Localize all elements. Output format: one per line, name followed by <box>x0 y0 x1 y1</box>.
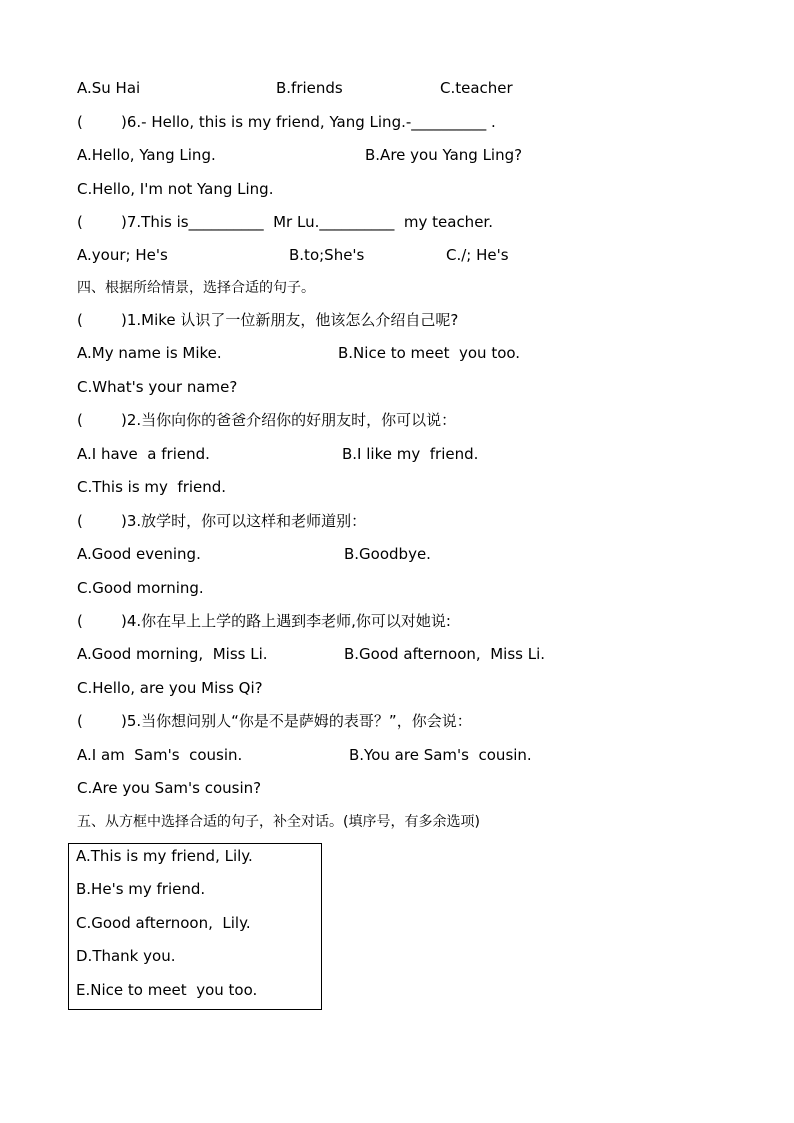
option-a: A.Hello, Yang Ling. <box>77 146 216 164</box>
box-option: A.This is my friend, Lily. <box>76 847 253 865</box>
option-a: A.Good morning, Miss Li. <box>77 645 268 663</box>
question-stem: ( )1.Mike 认识了一位新朋友，他该怎么介绍自己呢? <box>77 311 459 329</box>
option-a: A.Su Hai <box>77 79 141 97</box>
option-b: B.Nice to meet you too. <box>338 344 521 362</box>
question-stem: ( )5.当你想问别人“你是不是萨姆的表哥？”，你会说： <box>77 712 472 730</box>
box-option: B.He's my friend. <box>76 880 206 898</box>
option-c: C.Are you Sam's cousin? <box>77 779 262 797</box>
option-b: B.to;She's <box>289 246 365 264</box>
section-title: 五、从方框中选择合适的句子，补全对话。(填序号，有多余选项) <box>77 814 480 830</box>
box-option: D.Thank you. <box>76 947 176 965</box>
option-c: C.teacher <box>440 79 513 97</box>
option-b: B.Goodbye. <box>344 545 431 563</box>
box-option: C.Good afternoon, Lily. <box>76 914 251 932</box>
option-a: A.I have a friend. <box>77 445 210 463</box>
question-stem: ( )3.放学时，你可以这样和老师道别： <box>77 512 367 530</box>
option-a: A.Good evening. <box>77 545 201 563</box>
option-c: C./; He's <box>446 246 509 264</box>
option-a: A.I am Sam's cousin. <box>77 746 243 764</box>
option-c: C.Hello, I'm not Yang Ling. <box>77 180 274 198</box>
option-b: B.You are Sam's cousin. <box>349 746 532 764</box>
option-a: A.your; He's <box>77 246 168 264</box>
question-stem: ( )4.你在早上上学的路上遇到李老师,你可以对她说: <box>77 612 451 630</box>
question-stem: ( )2.当你向你的爸爸介绍你的好朋友时，你可以说： <box>77 411 457 429</box>
option-c: C.What's your name? <box>77 378 238 396</box>
option-b: B.I like my friend. <box>342 445 479 463</box>
box-option: E.Nice to meet you too. <box>76 981 258 999</box>
option-c: C.This is my friend. <box>77 478 227 496</box>
option-b: B.friends <box>276 79 343 97</box>
option-a: A.My name is Mike. <box>77 344 222 362</box>
option-c: C.Good morning. <box>77 579 204 597</box>
option-c: C.Hello, are you Miss Qi? <box>77 679 263 697</box>
question-stem: ( )6.- Hello, this is my friend, Yang Ling.-__________ . <box>77 113 496 131</box>
section-title: 四、根据所给情景，选择合适的句子。 <box>77 280 315 296</box>
question-stem: ( )7.This is__________ Mr Lu.__________ my teacher. <box>77 213 493 231</box>
option-b: B.Good afternoon, Miss Li. <box>344 645 546 663</box>
option-b: B.Are you Yang Ling? <box>365 146 523 164</box>
